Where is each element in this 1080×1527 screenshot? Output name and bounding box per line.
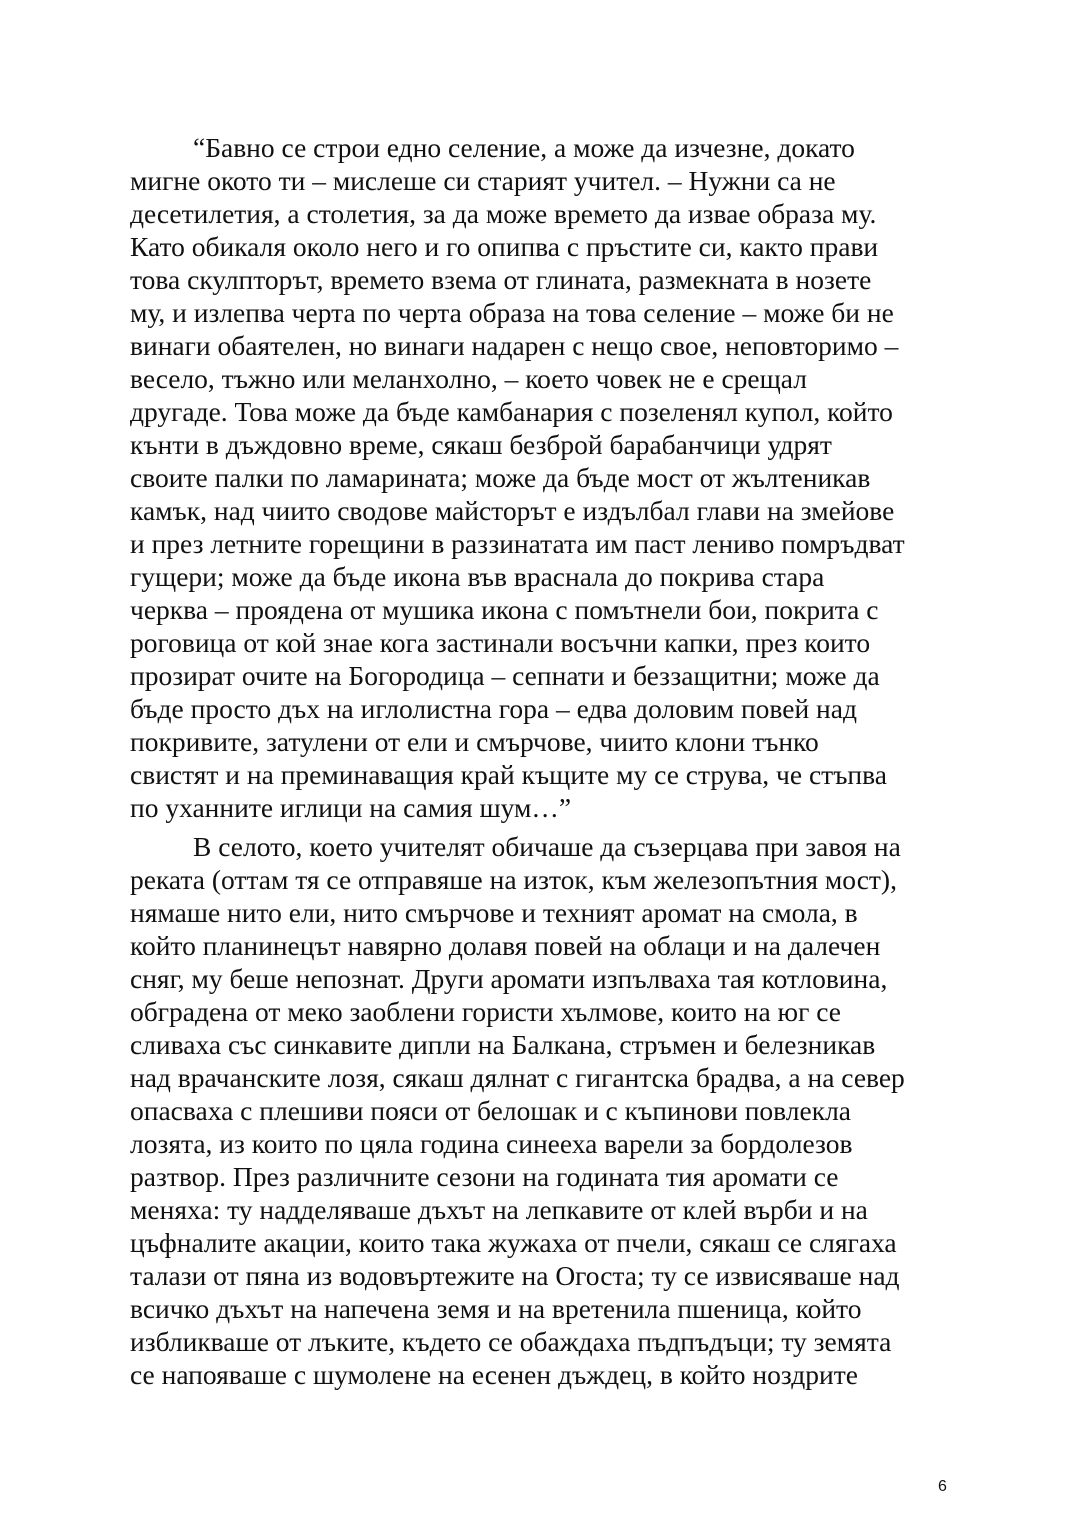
text-line: бъде просто дъх на иглолистна гора – едва доловим повей над xyxy=(130,693,857,724)
text-line: обградена от меко заоблени гористи хълмове, които на юг се xyxy=(130,996,841,1027)
text-line: другаде. Това може да бъде камбанария с позеленял купол, който xyxy=(130,396,893,427)
text-line: му, и излепва черта по черта образа на това селение – може би не xyxy=(130,297,894,328)
text-line: всичко дъхът на напечена земя и на вретенила пшеница, който xyxy=(130,1293,862,1324)
text-line: В селото, което учителят обичаше да съзерцава при завоя на xyxy=(193,831,901,862)
text-line: сливаха със синкавите дипли на Балкана, стръмен и белезникав xyxy=(130,1029,876,1060)
text-line: роговица от кой знае кога застинали восъчни капки, през които xyxy=(130,627,871,658)
text-line: кънти в дъждовно време, сякаш безброй барабанчици удрят xyxy=(130,429,832,460)
text-line: и през летните горещини в раззинатата им паст лениво помръдват xyxy=(130,528,905,559)
text-line: меняха: ту надделяваше дъхът на лепкавите от клей върби и на xyxy=(130,1194,868,1225)
text-line: над врачанските лозя, сякаш дялнат с гигантска брадва, а на север xyxy=(130,1062,905,1093)
text-line: разтвор. През различните сезони на годината тия аромати се xyxy=(130,1161,839,1192)
text-line: който планинецът навярно долавя повей на облаци и на далечен xyxy=(130,930,881,961)
text-line: се напояваше с шумолене на есенен дъждец, в който ноздрите xyxy=(130,1359,858,1390)
text-line: сняг, му беше непознат. Други аромати изпълваха тая котловина, xyxy=(130,963,888,994)
text-line: черква – проядена от мушика икона с помътнели бои, покрита с xyxy=(130,594,879,625)
text-line: опасваха с плешиви пояси от белошак и с къпинови повлекла xyxy=(130,1095,852,1126)
text-line: прозират очите на Богородица – сепнати и беззащитни; може да xyxy=(130,660,880,691)
text-line: весело, тъжно или меланхолно, – което човек не е срещал xyxy=(130,363,807,394)
text-line: Като обикаля около него и го опипва с пръстите си, както прави xyxy=(130,231,879,262)
text-line: лозята, из които по цяла година синееха варели за бордолезов xyxy=(130,1128,853,1159)
text-line: свистят и на преминаващия край къщите му се струва, че стъпва xyxy=(130,759,887,790)
text-line: винаги обаятелен, но винаги надарен с нещо свое, неповторимо – xyxy=(130,330,899,361)
text-line: гущери; може да бъде икона във враснала до покрива стара xyxy=(130,561,825,592)
text-line: талази от пяна из водовъртежите на Огоста; ту се извисяваше над xyxy=(130,1260,900,1291)
text-line: камък, над чиито сводове майсторът е издълбал глави на змейове xyxy=(130,495,895,526)
text-line: нямаше нито ели, нито смърчове и техният аромат на смола, в xyxy=(130,897,858,928)
text-line: мигне окото ти – мислеше си старият учител. – Нужни са не xyxy=(130,165,836,196)
text-line: избликваше от лъките, където се обаждаха пъдпъдъци; ту земята xyxy=(130,1326,892,1357)
text-line: своите палки по ламарината; може да бъде мост от жълтеникав xyxy=(130,462,871,493)
text-line: “Бавно се строи едно селение, а може да изчезне, докато xyxy=(193,132,855,163)
text-line: цъфналите акации, които така жужаха от пчели, сякаш се слягаха xyxy=(130,1227,897,1258)
text-line: десетилетия, а столетия, за да може времето да извае образа му. xyxy=(130,198,877,229)
text-line: покривите, затулени от ели и смърчове, чиито клони тънко xyxy=(130,726,819,757)
text-line: по уханните иглици на самия шум…” xyxy=(130,792,572,823)
text-line: реката (оттам тя се отправяше на изток, към железопътния мост), xyxy=(130,864,897,895)
page-number: 6 xyxy=(938,1478,947,1495)
text-line: това скулпторът, времето взема от глината, размекната в нозете xyxy=(130,264,872,295)
